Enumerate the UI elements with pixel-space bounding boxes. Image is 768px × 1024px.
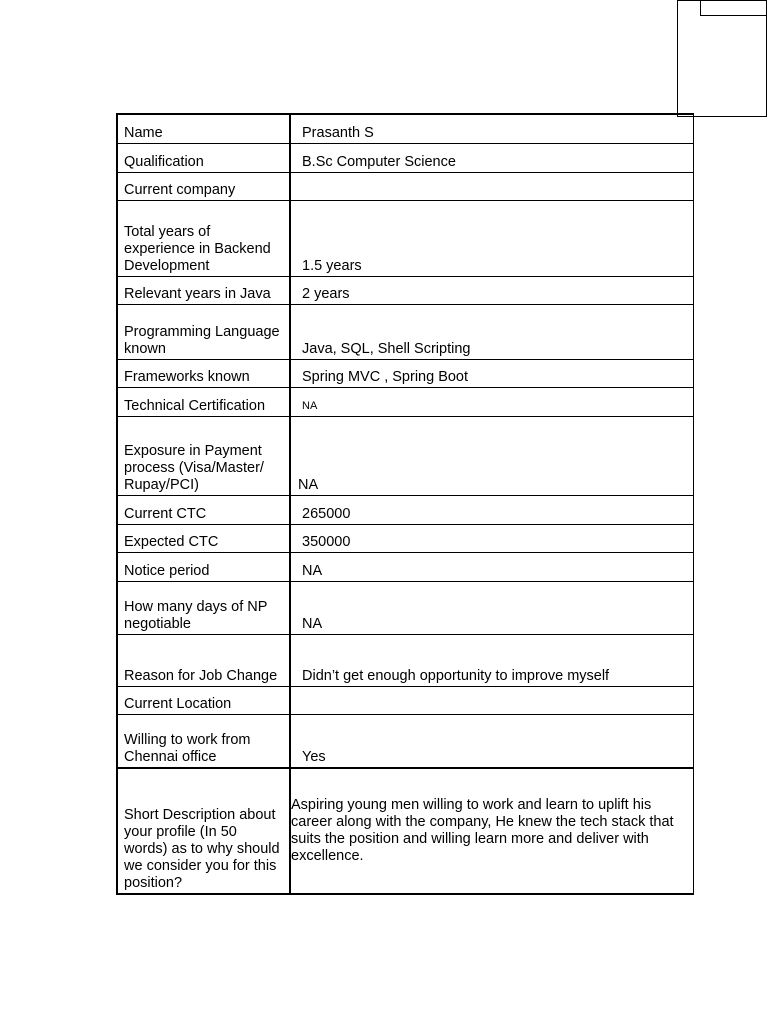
- table-row: [117, 686, 694, 714]
- row-value-programming-languages: Java, SQL, Shell Scripting: [290, 304, 694, 359]
- row-label-name: Name: [117, 114, 290, 143]
- row-value-name: Prasanth S: [290, 114, 694, 143]
- row-label-expected-ctc: Expected CTC: [117, 524, 290, 552]
- table-row: [117, 495, 694, 524]
- table-row: [117, 114, 694, 143]
- row-value-np-negotiable: NA: [290, 581, 694, 634]
- row-label-notice-period: Notice period: [117, 552, 290, 581]
- table-row: [117, 304, 694, 359]
- row-value-expected-ctc: 350000: [290, 524, 694, 552]
- row-value-willing-chennai: Yes: [290, 714, 694, 768]
- table-row: [117, 143, 694, 172]
- row-value-current-company: [290, 172, 694, 200]
- row-label-programming-languages: Programming Language known: [117, 304, 290, 359]
- row-label-certification: Technical Certification: [117, 387, 290, 416]
- photo-placeholder-box: [677, 0, 767, 117]
- row-value-total-experience: 1.5 years: [290, 200, 694, 276]
- table-row: [117, 200, 694, 276]
- row-value-short-description: Aspiring young men willing to work and learn to uplift his career along with the company, He knew the tech stack that suits the position and willing learn more and deliver with excellence.: [290, 768, 694, 894]
- row-value-current-location: [290, 686, 694, 714]
- row-value-payment-exposure: NA: [290, 416, 694, 495]
- row-label-payment-exposure: Exposure in Payment process (Visa/Master/ Rupay/PCI): [117, 416, 290, 495]
- row-value-java-years: 2 years: [290, 276, 694, 304]
- row-label-willing-chennai: Willing to work from Chennai office: [117, 714, 290, 768]
- table-row: [117, 359, 694, 387]
- table-row: [117, 387, 694, 416]
- row-label-reason-for-change: Reason for Job Change: [117, 634, 290, 686]
- row-value-certification: NA: [290, 387, 694, 416]
- row-value-current-ctc: 265000: [290, 495, 694, 524]
- row-value-notice-period: NA: [290, 552, 694, 581]
- candidate-details-table: [116, 113, 694, 895]
- row-label-short-description: Short Description about your profile (In 50 words) as to why should we consider you for this position?: [117, 768, 290, 894]
- row-label-frameworks: Frameworks known: [117, 359, 290, 387]
- row-value-frameworks: Spring MVC , Spring Boot: [290, 359, 694, 387]
- row-label-current-company: Current company: [117, 172, 290, 200]
- row-label-total-experience: Total years of experience in Backend Development: [117, 200, 290, 276]
- table-row: [117, 714, 694, 768]
- table-row: [117, 634, 694, 686]
- table-row: [117, 276, 694, 304]
- row-label-np-negotiable: How many days of NP negotiable: [117, 581, 290, 634]
- table-row: [117, 552, 694, 581]
- row-label-java-years: Relevant years in Java: [117, 276, 290, 304]
- table-row: [117, 581, 694, 634]
- row-value-reason-for-change: Didn’t get enough opportunity to improve myself: [290, 634, 694, 686]
- row-label-current-location: Current Location: [117, 686, 290, 714]
- table-row: [117, 524, 694, 552]
- table-row: [117, 416, 694, 495]
- row-label-qualification: Qualification: [117, 143, 290, 172]
- table-row: [117, 768, 694, 894]
- photo-placeholder-inner-box: [700, 0, 767, 16]
- row-label-current-ctc: Current CTC: [117, 495, 290, 524]
- row-value-qualification: B.Sc Computer Science: [290, 143, 694, 172]
- table-row: [117, 172, 694, 200]
